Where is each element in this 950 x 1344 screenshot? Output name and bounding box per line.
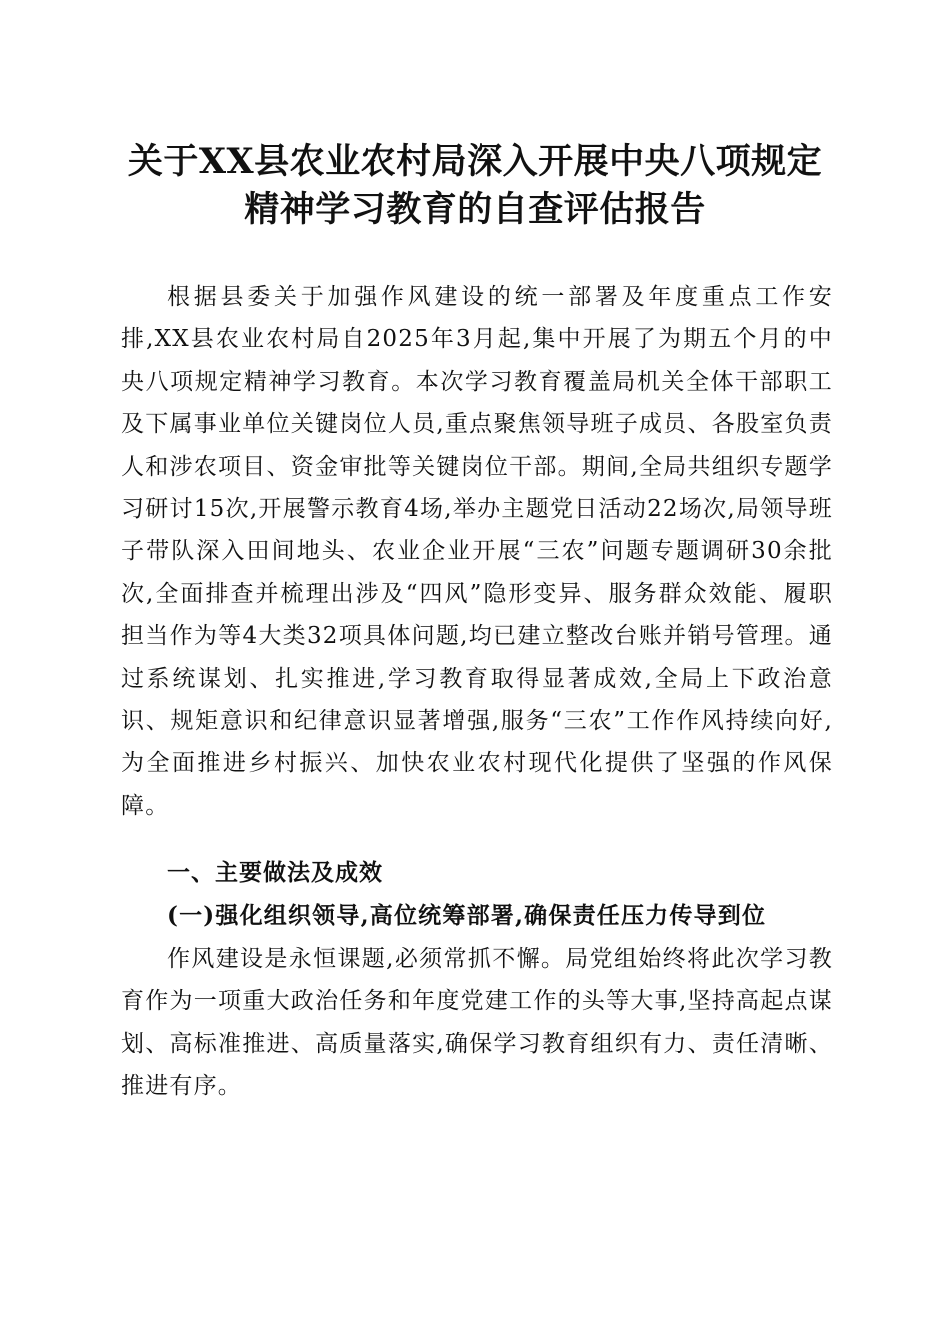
document-title <box>100 138 850 234</box>
intro-paragraph: 根据县委关于加强作风建设的统一部署及年度重点工作安排,XX县农业农村局自2025年3月起,集中开展了为期五个月的中央八项规定精神学习教育。本次学习教育覆盖局机关全体干部职工及下属事业单位关键岗位人员,重点聚焦领导班子成员、各股室负责人和涉农项目、资金审批等关键岗位干部。期间,全局共组织专题学习研讨15次,开展警示教育4场,举办主题党日活动22场次,局领导班子带队深入田间地头、农业企业开展“三农”问题专题调研30余批次,全面排查并梳理出涉及“四风”隐形变异、服务群众效能、履职担当作为等4大类32项具体问题,均已建立整改台账并销号管理。通过系统谋划、扎实推进,学习教育取得显著成效,全局上下政治意识、规矩意识和纪律意识显著增强,服务“三农”工作作风持续向好,为全面推进乡村振兴、加快农业农村现代化提供了坚强的作风保障。 <box>121 284 833 819</box>
subsection-paragraph-1: 作风建设是永恒课题,必须常抓不懈。局党组始终将此次学习教育作为一项重大政治任务和年度党建工作的头等大事,坚持高起点谋划、高标准推进、高质量落实,确保学习教育组织有力、责任清晰、推进有序。 <box>121 946 833 1100</box>
title-line-1: 关于XX县农业农村局深入开展中央八项规定 <box>127 141 823 182</box>
subsection-heading-1: (一)强化组织领导,高位统筹部署,确保责任压力传导到位 <box>167 902 767 929</box>
title-line-2: 精神学习教育的自查评估报告 <box>244 189 706 230</box>
section-heading-1: 一、主要做法及成效 <box>167 860 383 886</box>
